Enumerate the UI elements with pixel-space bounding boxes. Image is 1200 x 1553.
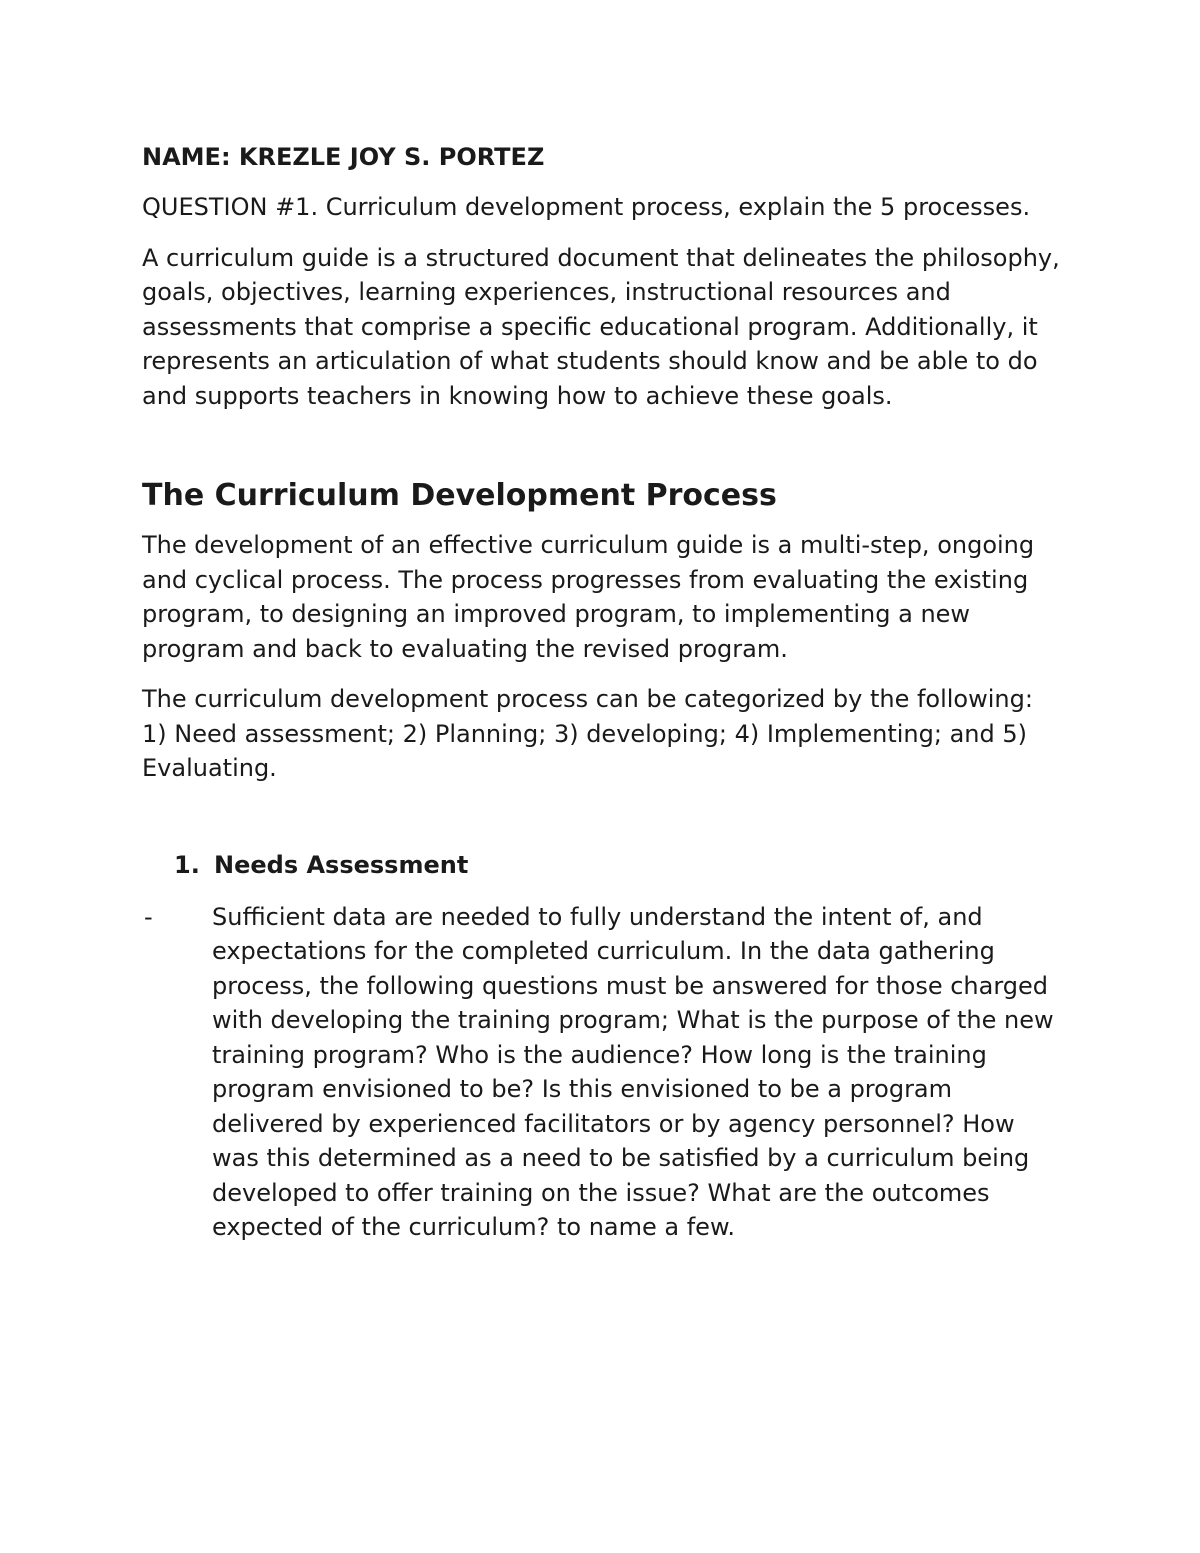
bullet-item (144, 900, 1062, 1245)
bullet-marker: - (144, 902, 153, 931)
list-item-number: 1. (174, 850, 200, 879)
question-text: QUESTION #1. Curriculum development process, explain the 5 processes. (142, 193, 1031, 221)
section-paragraph-2: The curriculum development process can be categorized by the following: 1) Need assessment; 2) Planning; 3) developing; 4) Implementing; and 5) Evaluating. (142, 685, 1033, 782)
section-paragraph-1: The development of an effective curriculum guide is a multi-step, ongoing and cyclical process. The process progresses from evaluating the existing program, to designing an improved program, to implementing a new program and back to evaluating the revised program. (142, 531, 1035, 663)
intro-paragraph: A curriculum guide is a structured document that delineates the philosophy, goals, objectives, learning experiences, instructional resources and assessments that comprise a specific educational program. Additionally, it represents an articulation of what students should know and be able to do and supports teachers in knowing how to achieve these goals. (142, 243, 1060, 410)
bullet-text: Sufficient data are needed to fully understand the intent of, and expectations for the completed curriculum. In the data gathering process, the following questions must be answered for those charged with developing the training program; What is the purpose of the new training program? Who is the audience? How long is the training program envisioned to be? Is this envisioned to be a program delivered by experienced facilitators or by agency personnel? How was this determined as a need to be satisfied by a curriculum being developed to offer training on the issue? What are the outcomes expected of the curriculum? to name a few. (212, 902, 1054, 1241)
list-item-title: Needs Assessment (214, 850, 469, 879)
document-body (142, 140, 1062, 1245)
student-name: NAME: KREZLE JOY S. PORTEZ (142, 143, 545, 171)
section-title: The Curriculum Development Process (142, 478, 777, 513)
list-item-heading (174, 848, 1062, 882)
